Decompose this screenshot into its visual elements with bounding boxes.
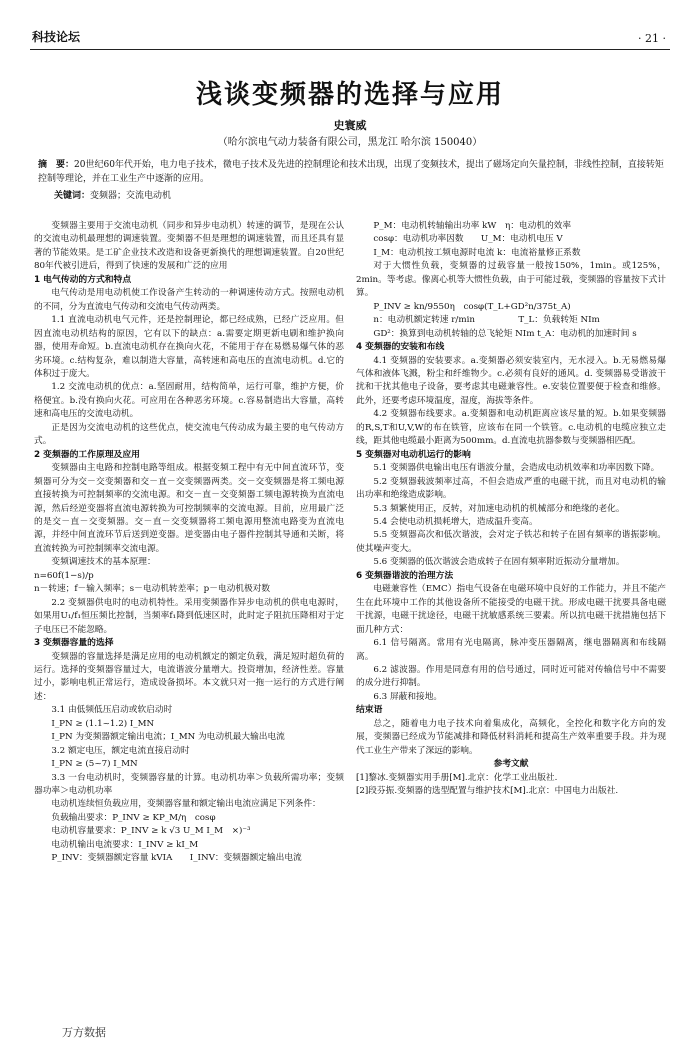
abstract-text: 20世纪60年代开始，电力电子技术，微电子技术及先进的控制理论和技术出现，出现了变频技术，提出了磁场定向矢量控制，非线性控制，直接转矩控制等理论，并在工业生产中逐渐的应用。 (38, 160, 664, 184)
paragraph: 1.1 直流电动机电气元件，还是控制理论，都已经成熟，已经广泛应用。但因直流电动机结构的原因，它有以下的缺点：a.需要定期更新电刷和维护换向器，使用寿命短。b.直流电动机存在换向火花，不能用于存在易燃易爆气体的恶劣环境。c.结构复杂，难以制造大容量，高转速和高电压的直流电动机。d.它的体积过于庞大。 (34, 315, 344, 379)
section-heading: 结束语 (356, 705, 383, 716)
paragraph: 5.3 频繁使用正，反转，对加速电动机的机械部分和绝缘的老化。 (373, 503, 625, 514)
paragraph: cosφ：电动机功率因数 U_M：电动机电压 V (373, 234, 563, 245)
paragraph: I_PN 为变频器额定输出电流；I_MN 为电动机最大输出电流 (51, 732, 285, 743)
paragraph: 变频调速技术的基本原理： (51, 557, 156, 568)
abstract-label: 摘 要： (38, 160, 75, 170)
section-heading: 1 电气传动的方式和特点 (34, 274, 132, 285)
paragraph: 负载输出要求：P_INV ≥ KP_M/η cosφ (51, 812, 216, 823)
paragraph: 3.1 由低频低压启动或软启动时 (51, 705, 173, 716)
paragraph: 4.1 变频器的安装要求。a.变频器必须安装室内，无水浸入。b.无易燃易爆气体和液体飞溅，粉尘和纤维物少。c.必须有良好的通风。d. 变频器易受谐波干扰和干扰其他电子设备，要考虑其电磁兼容性。e.安装位置要便于检查和维修。此外，还要考虑环境温度，湿度，海拔等条件。 (356, 355, 666, 406)
paragraph: 电动机容量要求：P_INV ≥ k √3 U_M I_M ×)⁻³ (51, 826, 251, 837)
references-heading: 参考文献 (493, 759, 529, 770)
paragraph: 电气传动是用电动机使工作设备产生转动的一种调速传动方式。按照电动机的不同，分为直流电气传动和交流电气传动两类。 (34, 288, 344, 312)
paragraph: 变频器的容量选择是满足应用的电动机额定的额定负载，满足短时超负荷的运行。选择的变频器容量过大，电流谐波分量增大。投资增加，经济性差。容量过小，影响电机正常运行，造成设备损坏。本文就只对一拖一运行的方式进行阐述： (34, 651, 344, 702)
paragraph: I_PN ≥ (5~7) I_MN (51, 759, 138, 770)
paragraph: 3.2 额定电压，额定电流直接启动时 (51, 745, 190, 756)
reference-item: [1]黎冰.变频器实用手册[M].北京：化学工业出版社. (356, 772, 558, 783)
keywords-text: 变频器；交流电动机 (90, 191, 172, 201)
journal-section: 科技论坛 (32, 30, 81, 44)
paragraph: 变频器主要用于交流电动机（同步和异步电动机）转速的调节，是现在公认的交流电动机最理想的调速装置。变频器不但是理想的调速装置，而且还具有显著的节能效果。是工矿企业技术改造和设备更新换代的理想调速装置。自20世纪80年代被引进后，得到了快速的发展和广泛的应用 (34, 221, 344, 272)
keywords-label: 关键词： (54, 191, 91, 201)
paragraph: 6.3 屏蔽和接地。 (373, 691, 443, 702)
paragraph: GD²：换算到电动机转轴的总飞轮矩 NIm t_A：电动机的加速时间 s (373, 328, 637, 339)
affiliation: （哈尔滨电气动力装备有限公司，黑龙江 哈尔滨 150040） (217, 137, 483, 148)
paragraph: 变频器由主电路和控制电路等组成。根据变频工程中有无中间直流环节，变频器可分为交－交变频器和交－直－交变频器两类。交－交变频器是将工频电源直接转换为可控制频率的交流电源。和交－直－交变频器工频电源转换为直流电源，然后经逆变器将直流电源转换为可控制频率的交流电源。目前，应用最广泛的是交－直－交变频器。交－直－交变频器将工频电源用整流电路变为直流电源，并经中间直流环节后送到逆变器。逆变器由电子器件控制其导通和关断，将直流转换为可控制频率交流电源。 (34, 463, 344, 554)
header-rule (30, 49, 670, 50)
paragraph: 正是因为交流电动机的这些优点，使交流电气传动成为最主要的电气传动方式。 (34, 422, 344, 447)
paragraph: 6.1 信号隔离。常用有光电隔离，脉冲变压器隔离，继电器隔离和布线隔离。 (356, 638, 666, 662)
watermark-footer: 万方数据 (62, 1026, 106, 1039)
paragraph: 电动机连续恒负载应用，变频器容量和额定输出电流应满足下列条件： (51, 799, 321, 810)
keywords (54, 188, 171, 201)
abstract (38, 158, 664, 186)
paragraph: I_M：电动机按工频电源时电流 k：电流裕量修正系数 (373, 247, 581, 258)
paragraph: 4.2 变频器布线要求。a.变频器和电动机距离应该尽量的短。b.如果变频器的R,S,T和U,V,W的布在铁管，应该布在同一个铁管。c.电动机的电缆应独立走线，距其他电缆最小距离为500mm。d.直流电抗器参数与变频器相匹配。 (356, 409, 666, 447)
paragraph: P_INV ≥ kn/9550η cosφ(T_L+GD²n/375t_A) (373, 301, 571, 312)
section-heading: 4 变频器的安装和布线 (356, 342, 445, 353)
section-heading: 6 变频器谐波的治理方法 (356, 570, 454, 581)
right-column (356, 220, 666, 798)
paragraph: 电动机输出电流要求：I_INV ≥ kI_M (51, 839, 199, 850)
left-column (34, 220, 344, 866)
paragraph: 2.2 变频器供电时的电动机特性。采用变频器作异步电动机的供电电源时，如果用U₁/f₁恒压频比控制，当频率f₁降到低速区时，此时定子阻抗压降相对于定子电压已不能忽略。 (34, 597, 344, 635)
reference-item: [2]段芬振.变频器的选型配置与维护技术[M].北京：中国电力出版社. (356, 786, 619, 797)
section-heading: 5 变频器对电动机运行的影响 (356, 449, 471, 460)
paragraph: P_INV：变频器额定容量 kVIA I_INV：变频器额定输出电流 (51, 853, 302, 864)
paragraph: P_M：电动机转轴输出功率 kW η：电动机的效率 (373, 221, 572, 231)
paragraph: 5.6 变频器的低次谐波会造成转子在固有频率附近振动分量增加。 (373, 557, 625, 568)
article-title: 浅谈变频器的选择与应用 (195, 80, 504, 110)
author: 史寰威 (333, 119, 367, 132)
paragraph: 总之，随着电力电子技术向着集成化，高频化，全控化和数字化方向的发展，变频器已经成为节能减排和降低材料消耗和提高生产效率重要手段。并为现代工业生产带来了深远的影响。 (356, 718, 666, 756)
paragraph: 3.3 一台电动机时，变频器容量的计算。电动机功率＞负载所需功率；变频器功率＞电动机功率 (34, 772, 344, 797)
paragraph: n：电动机额定转速 r/min T_L：负载转矩 NIm (373, 315, 600, 326)
section-heading: 3 变频器容量的选择 (34, 638, 114, 649)
paragraph: n=60f(1−s)/p (34, 570, 94, 581)
paragraph: n－转速；f－输入频率；s－电动机转差率；p－电动机极对数 (34, 584, 271, 595)
page-number: · 21 · (638, 32, 666, 45)
paragraph: 5.1 变频器供电输出电压有谐波分量，会造成电动机效率和功率因数下降。 (373, 463, 660, 474)
paragraph: 5.4 会使电动机损耗增大，造成温升变高。 (373, 516, 538, 527)
section-heading: 2 变频器的工作原理及应用 (34, 449, 140, 460)
paragraph: 6.2 滤波器。作用是同意有用的信号通过，同时近可能对传输信号中不需要的成分进行抑制。 (356, 664, 666, 689)
paragraph: 对于大惯性负载，变频器的过载容量一般按150%，1min。或125%，2min。等考虑。像离心机等大惯性负载，由于可能过载，变频器的容量按下式计算。 (356, 261, 666, 299)
paragraph: 5.2 变频器载波频率过高，不但会造成严重的电磁干扰，而且对电动机的输出功率和绝缘造成影响。 (356, 476, 666, 501)
paragraph: 1.2 交流电动机的优点：a.坚固耐用，结构简单，运行可靠，维护方便，价格便宜。b.没有换向火花。可应用在各种恶劣环境。c.容易制造出大容量，高转速和高电压的交流电动机。 (34, 382, 344, 420)
paragraph: I_PN ≥ (1.1~1.2) I_MN (51, 718, 155, 729)
paragraph: 电磁兼容性（EMC）指电气设备在电磁环境中良好的工作能力，并且不能产生在此环境中工作的其他设备所不能接受的电磁干扰。形成电磁干扰要具备电磁干扰源，电磁干扰途径，电磁干扰敏感系统三要素。所以抗电磁干扰措施包括下面几种方式： (356, 584, 666, 635)
paragraph: 5.5 变频器高次和低次谐波，会对定子铁芯和转子在固有频率的谐振影响。使其噪声变大。 (356, 530, 666, 554)
